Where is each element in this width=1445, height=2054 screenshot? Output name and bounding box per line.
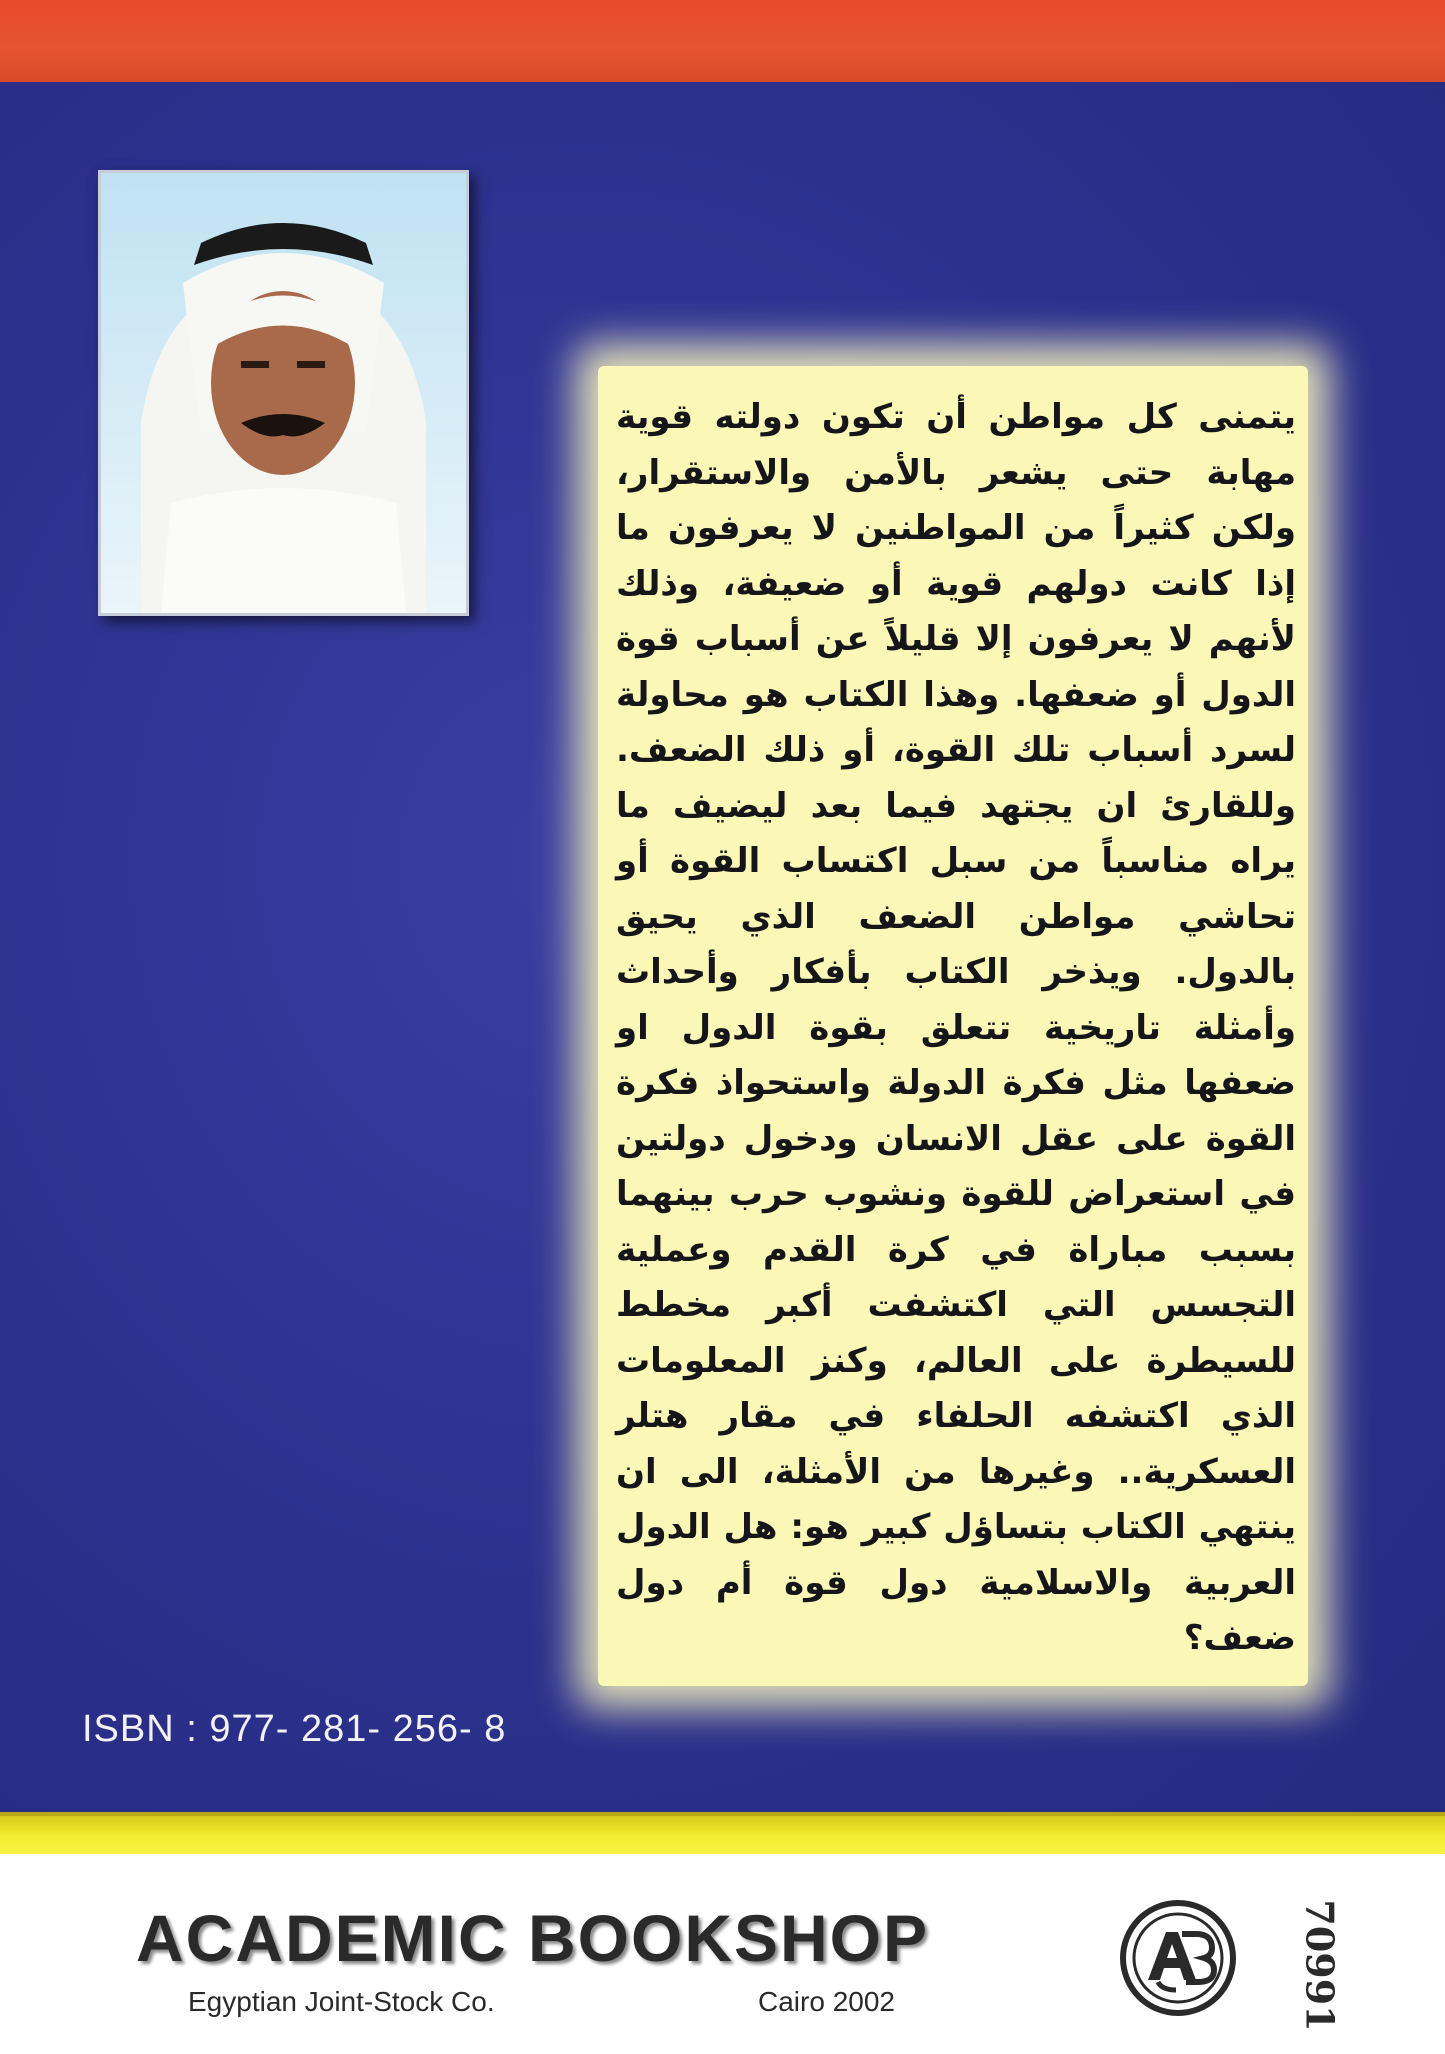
author-photo: [98, 170, 469, 616]
publisher-logo-icon: [1118, 1898, 1238, 2018]
publisher-name: ACADEMIC BOOKSHOP: [136, 1901, 930, 1975]
isbn-number: ISBN : 977- 281- 256- 8: [82, 1708, 507, 1750]
publisher-company: Egyptian Joint-Stock Co.: [188, 1986, 495, 2017]
yellow-band: [0, 1812, 1445, 1858]
catalog-code-text: 70991: [1297, 1898, 1343, 2032]
publisher-city-year: Cairo 2002: [758, 1986, 895, 2017]
blurb-text: يتمنى كل مواطن أن تكون دولته قوية مهابة حتى يشعر بالأمن والاستقرار، ولكن كثيراً من المواطنين لا يعرفون ما إذا كانت دولهم قوية أو ضعيفة، وذلك لأنهم لا يعرفون إلا قليلاً عن أسباب قوة الدول أو ضعفها. وهذا الكتاب هو محاولة لسرد أسباب تلك القوة، أو ذلك الضعف. وللقارئ ان يجتهد فيما بعد ليضيف ما يراه مناسباً من سبل اكتساب القوة أو تحاشي مواطن الضعف الذي يحيق بالدول. ويذخر الكتاب بأفكار وأحداث وأمثلة تاريخية تتعلق بقوة الدول او ضعفها مثل فكرة الدولة واستحواذ فكرة القوة على عقل الانسان ودخول دولتين في استعراض للقوة ونشوب حرب بينهما بسبب مباراة في كرة القدم وعملية التجسس التي اكتشفت أكبر مخطط للسيطرة على العالم، وكنز المعلومات الذي اكتشفه الحلفاء في مقار هتلر العسكرية.. وغيرها من الأمثلة، الى ان ينتهي الكتاب بتساؤل كبير هو: هل الدول العربية والاسلامية دول قوة أم دول ضعف؟: [616, 397, 1296, 1658]
catalog-code: [1290, 1880, 1350, 2050]
top-red-band: [0, 0, 1445, 82]
